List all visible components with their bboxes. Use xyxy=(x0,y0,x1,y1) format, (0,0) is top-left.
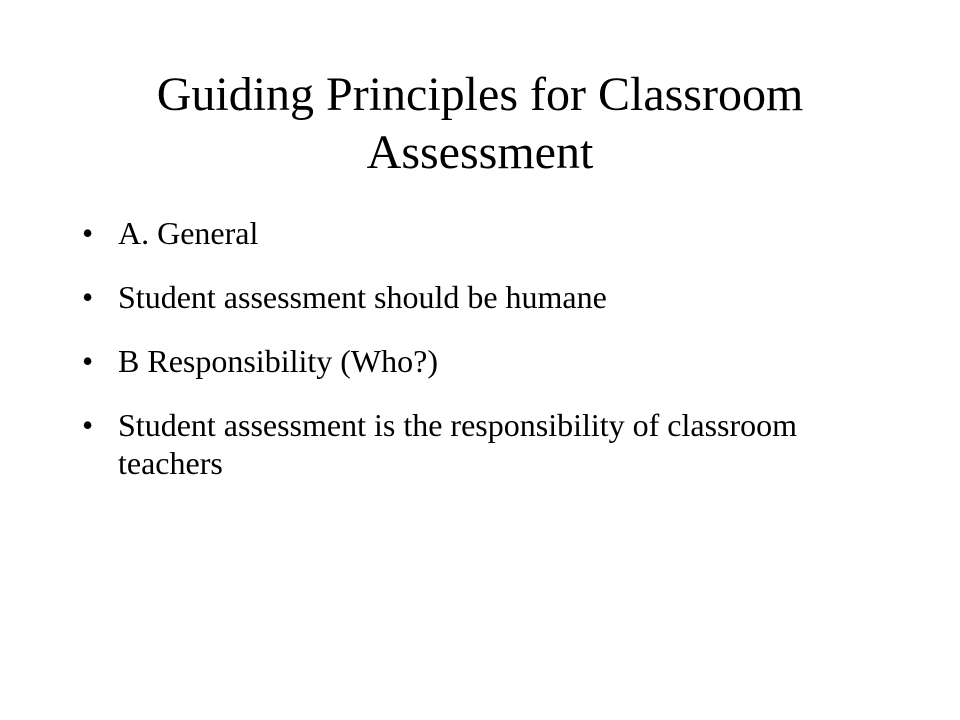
bullet-text: Student assessment should be humane xyxy=(118,279,607,315)
bullet-list xyxy=(82,214,882,508)
slide-title: Guiding Principles for Classroom Assessment xyxy=(156,68,804,179)
bullet-text: A. General xyxy=(118,215,259,251)
bullet-icon: • xyxy=(82,407,94,443)
bullet-icon: • xyxy=(82,279,94,315)
bullet-icon: • xyxy=(82,343,94,379)
bullet-text: Student assessment is the responsibility of classroom teachers xyxy=(118,407,798,481)
bullet-item xyxy=(82,214,882,252)
bullet-item xyxy=(82,406,882,482)
bullet-text: B Responsibility (Who?) xyxy=(118,343,438,379)
bullet-item xyxy=(82,342,882,380)
bullet-item xyxy=(82,278,882,316)
bullet-icon: • xyxy=(82,215,94,251)
